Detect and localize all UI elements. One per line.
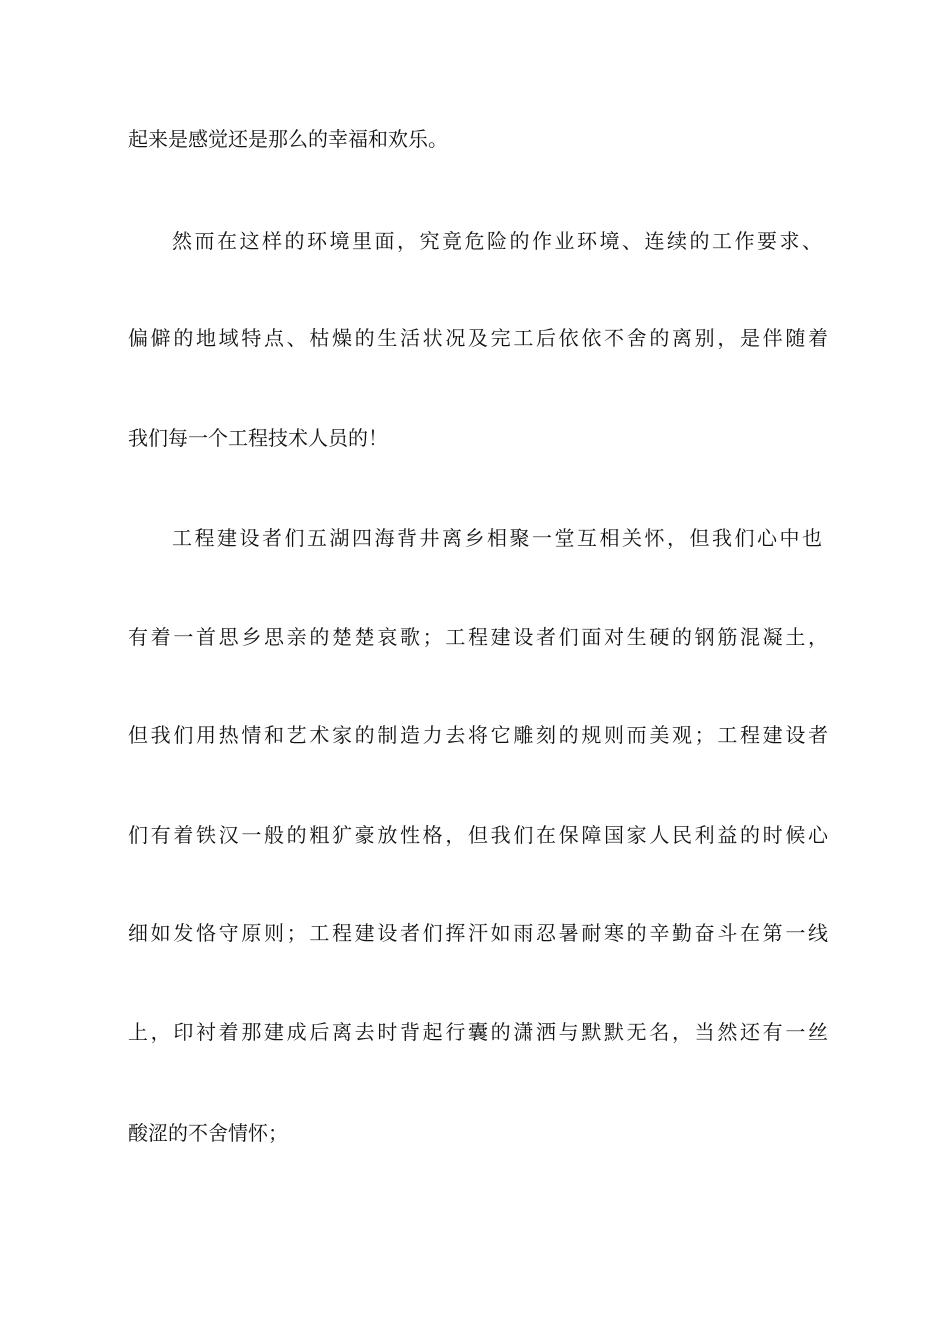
paragraph-first-line: 然而在这样的环境里面，究竟危险的作业环境、连续的工作要求、 bbox=[172, 229, 822, 253]
text-line: 我们每一个工程技术人员的！ bbox=[128, 426, 388, 450]
text-line: 起来是感觉还是那么的幸福和欢乐。 bbox=[128, 127, 448, 151]
paragraph-first-line: 工程建设者们五湖四海背井离乡相聚一堂互相关怀，但我们心中也 bbox=[172, 526, 822, 550]
text-line: 偏僻的地域特点、枯燥的生活状况及完工后依依不舍的离别，是伴随着 bbox=[128, 326, 828, 350]
text-line: 上，印衬着那建成后离去时背起行囊的潇洒与默默无名，当然还有一丝 bbox=[128, 1020, 828, 1044]
text-line: 有着一首思乡思亲的楚楚哀歌；工程建设者们面对生硬的钢筋混凝土， bbox=[128, 625, 828, 649]
text-line: 细如发恪守原则；工程建设者们挥汗如雨忍暑耐寒的辛勤奋斗在第一线 bbox=[128, 921, 828, 945]
text-line: 酸涩的不舍情怀； bbox=[128, 1121, 288, 1145]
text-line: 但我们用热情和艺术家的制造力去将它雕刻的规则而美观；工程建设者 bbox=[128, 723, 828, 747]
text-line: 们有着铁汉一般的粗犷豪放性格，但我们在保障国家人民利益的时候心 bbox=[128, 823, 828, 847]
